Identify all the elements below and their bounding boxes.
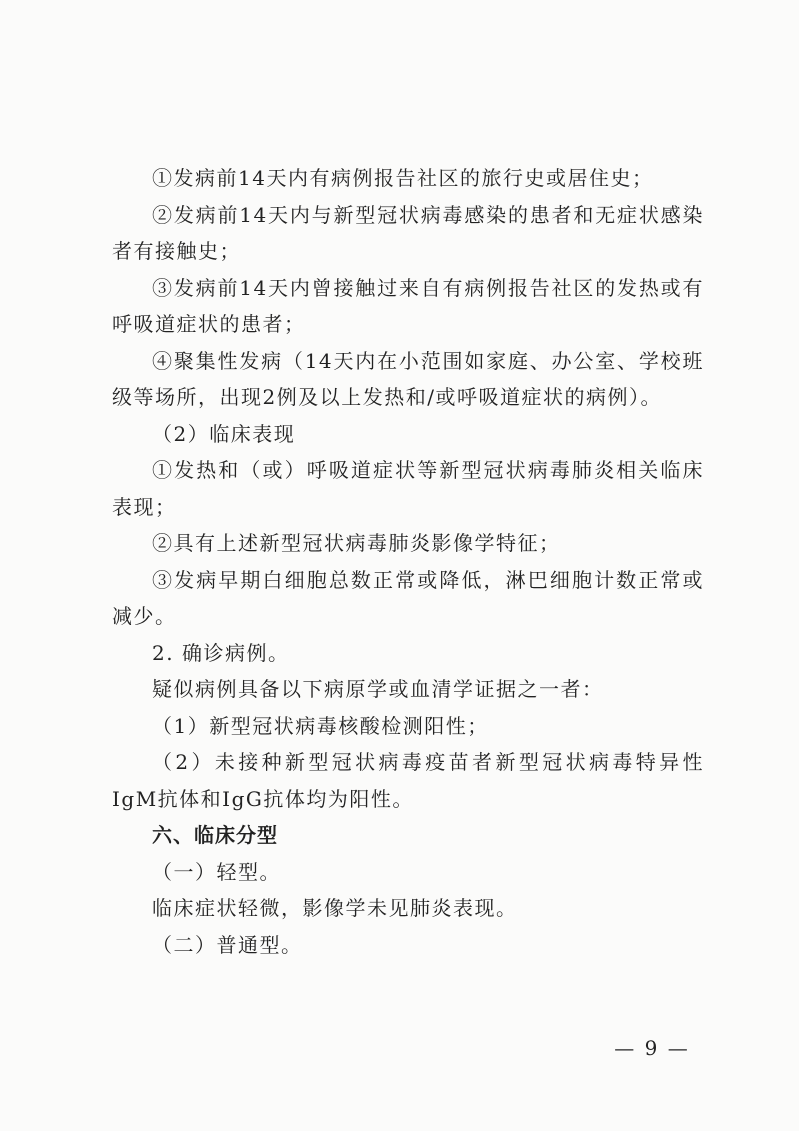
paragraph-mild-heading: （一）轻型。 [152,859,281,884]
paragraph-contact-history: ②发病前14天内与新型冠状病毒感染的患者和无症状感染者有接触史； [112,202,704,263]
paragraph-confirmed-heading: 2. 确诊病例。 [152,640,290,665]
paragraph-confirmed-criteria: 疑似病例具备以下病原学或血清学证据之一者： [152,677,604,701]
paragraph-antibody: （2）未接种新型冠状病毒疫苗者新型冠状病毒特异性IgM抗体和IgG抗体均为阳性。 [112,750,704,811]
paragraph-imaging: ②具有上述新型冠状病毒肺炎影像学特征； [152,531,561,555]
section-heading-clinical-types: 六、临床分型 [152,823,278,847]
paragraph-cluster-onset: ④聚集性发病（14天内在小范围如家庭、办公室、学校班级等场所，出现2例及以上发热和/或呼吸道症状的病例）。 [112,348,704,409]
paragraph-mild-description: 临床症状轻微，影像学未见肺炎表现。 [152,896,518,920]
paragraph-travel-history: ①发病前14天内有病例报告社区的旅行史或居住史； [152,166,654,190]
paragraph-moderate-heading: （二）普通型。 [152,932,303,957]
paragraph-blood-count: ③发病早期白细胞总数正常或降低，淋巴细胞计数正常或减少。 [112,567,704,628]
page-number: — 9 — [614,1036,690,1060]
paragraph-clinical-symptoms: ①发热和（或）呼吸道症状等新型冠状病毒肺炎相关临床表现； [112,458,704,519]
document-body [112,160,704,963]
paragraph-exposure-fever: ③发病前14天内曾接触过来自有病例报告社区的发热或有呼吸道症状的患者； [112,275,704,336]
paragraph-nucleic-acid: （1）新型冠状病毒核酸检测阳性； [152,713,489,738]
paragraph-clinical-heading: （2）临床表现 [152,421,296,446]
